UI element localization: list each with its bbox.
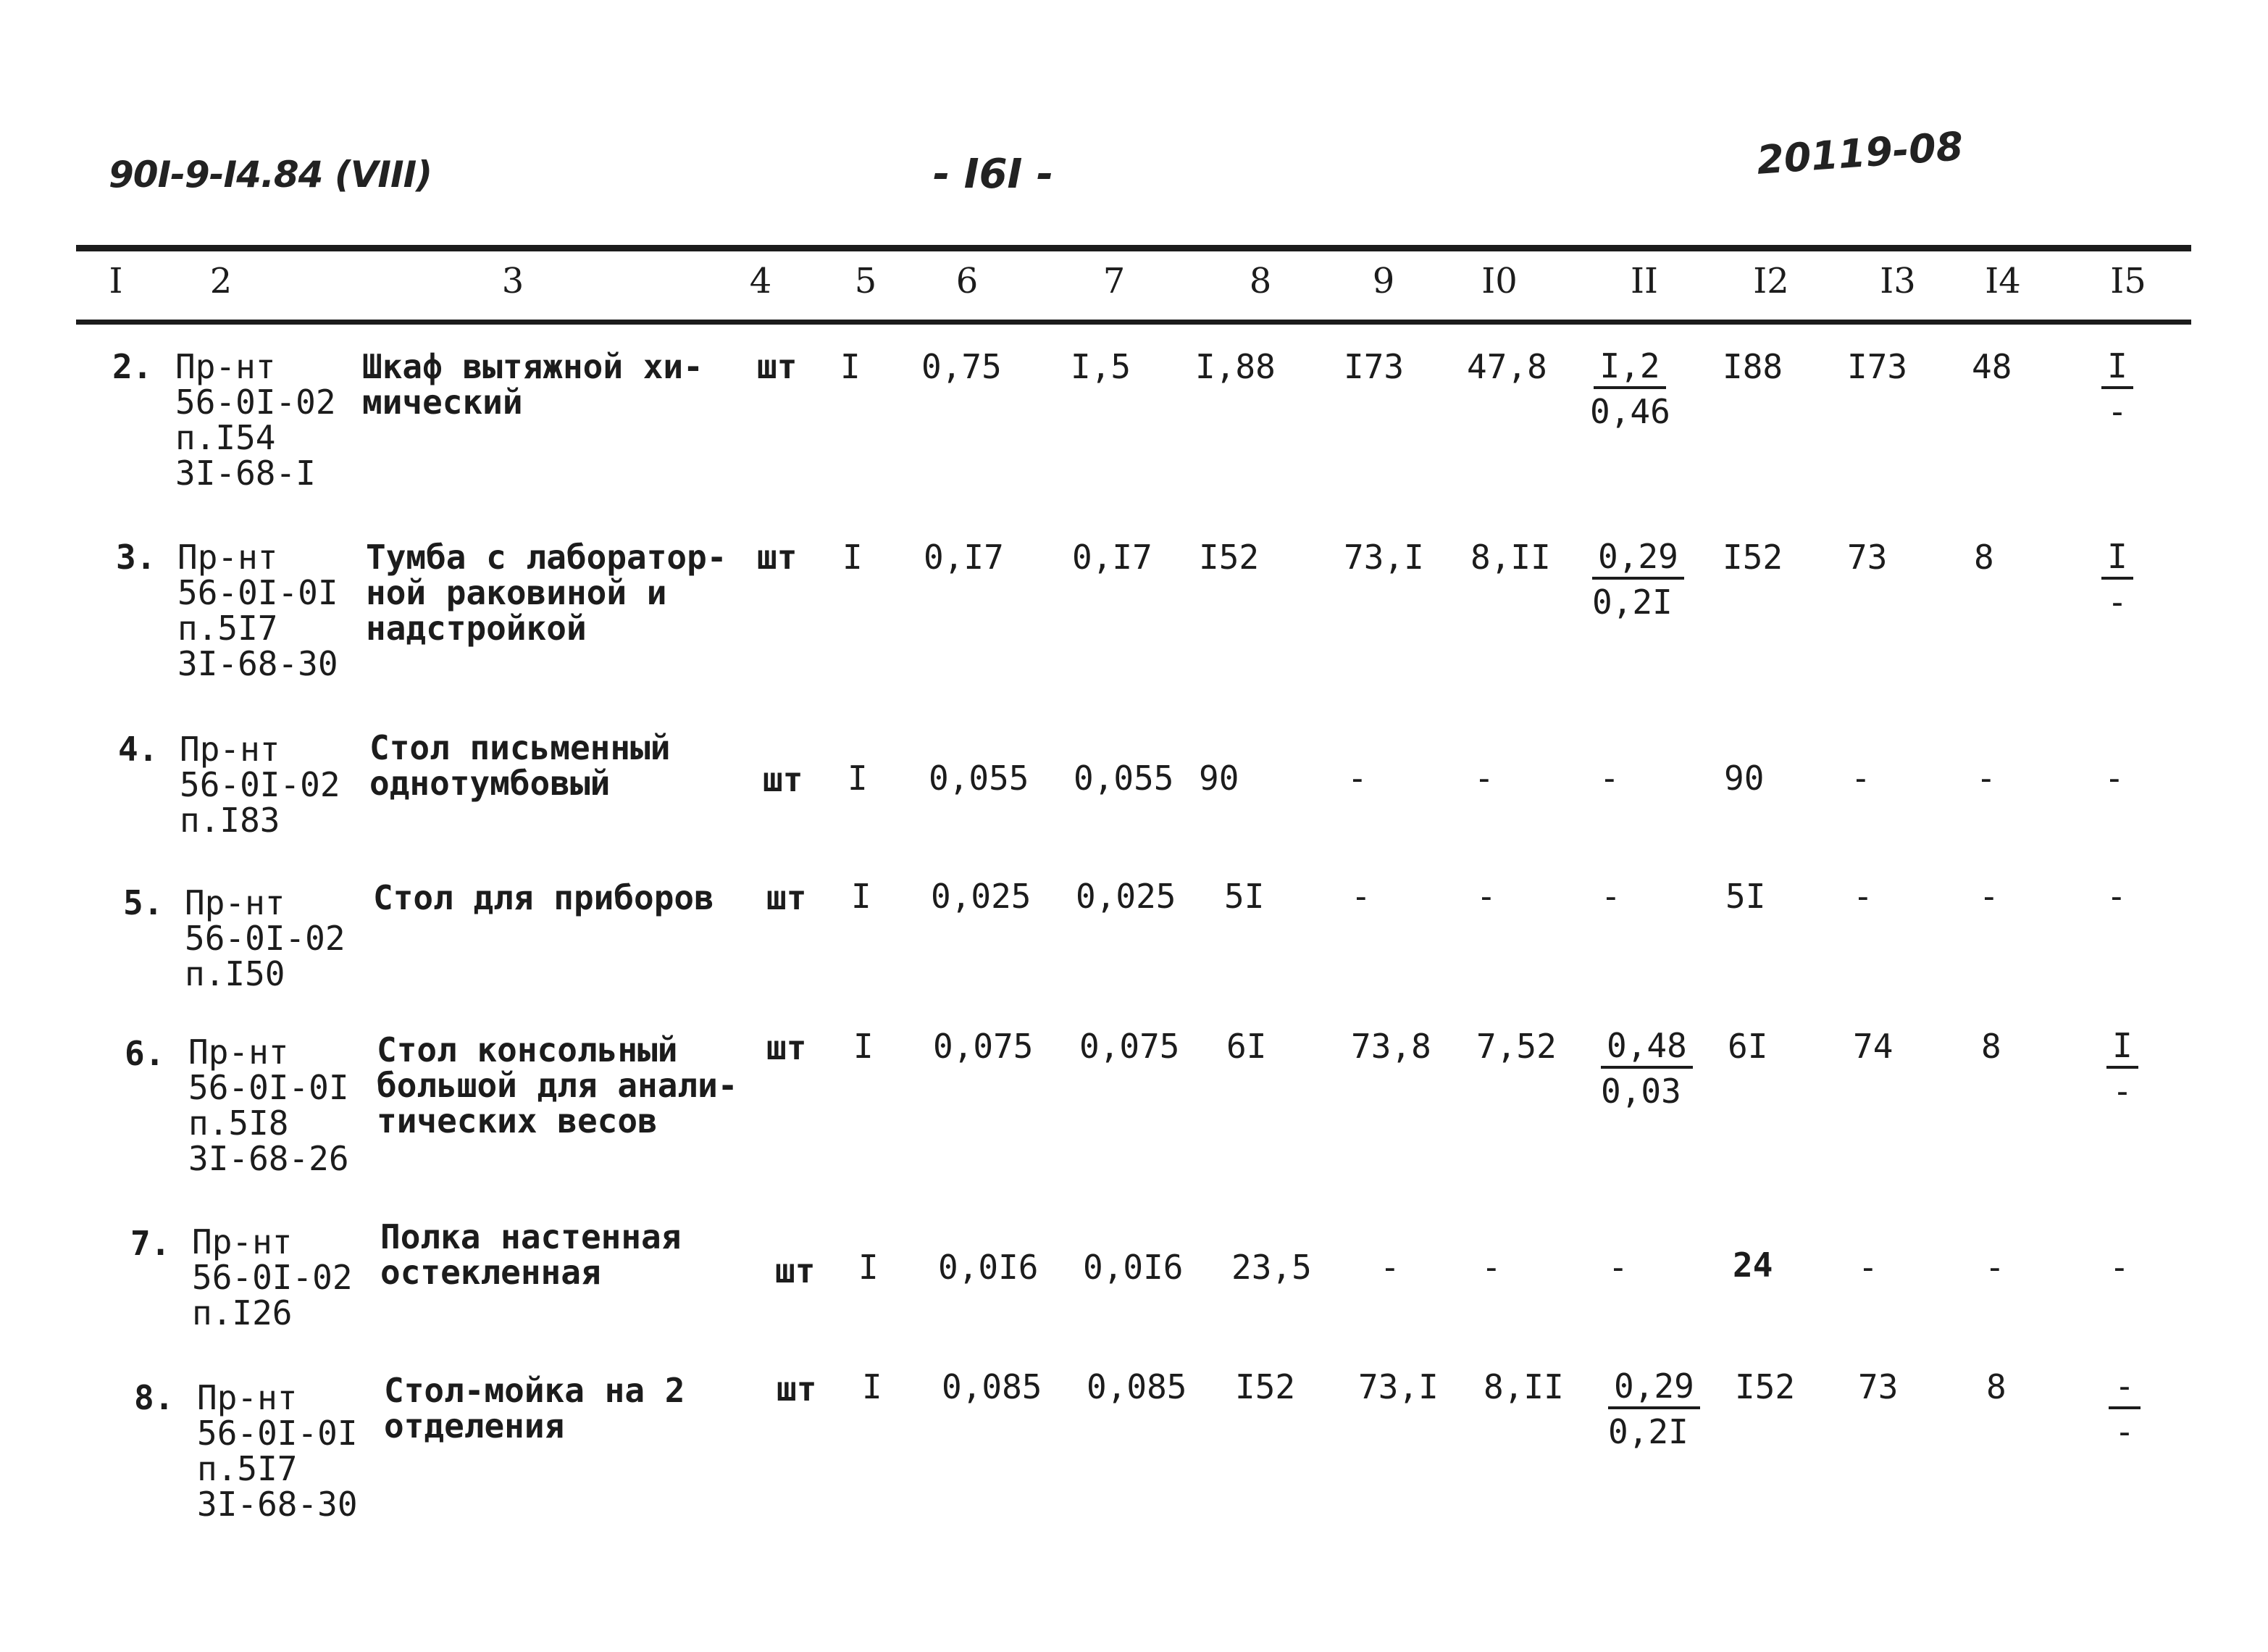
row-col8: 5I [1224, 877, 1265, 916]
row-col6: 0,75 [921, 347, 1002, 386]
column-header: I [109, 261, 123, 301]
row-col10: 7,52 [1476, 1027, 1557, 1066]
row-col6: 0,085 [942, 1367, 1042, 1406]
row-number: 3. [116, 538, 156, 577]
column-header: 2 [209, 261, 233, 301]
row-col13: 74 [1853, 1027, 1894, 1066]
row-col8: I52 [1199, 538, 1260, 577]
row-number: 2. [112, 347, 153, 386]
column-header: 7 [1102, 261, 1126, 301]
row-reference: Пр-нт 56-0I-02 п.I26 [192, 1222, 353, 1332]
row-col11: - [1601, 877, 1621, 916]
row-reference: Пр-нт 56-0I-0I п.5I7 3I-68-30 [177, 538, 338, 683]
row-col11: - [1608, 1248, 1628, 1287]
row-number: 5. [123, 883, 164, 922]
row-col12: 6I [1728, 1027, 1768, 1066]
row-col14: 48 [1972, 347, 2012, 386]
column-header: I4 [1985, 261, 2021, 301]
row-col12: I52 [1735, 1367, 1796, 1406]
column-header: 6 [955, 261, 979, 301]
table-header-rule [76, 320, 2191, 325]
row-col11-fraction: $\frac{0,29}{0,2I}$ [1608, 1361, 1688, 1452]
row-col7: I,5 [1071, 347, 1131, 386]
row-reference: Пр-нт 56-0I-0I п.5I8 3I-68-26 [188, 1032, 349, 1178]
row-col9: 73,I [1358, 1367, 1439, 1406]
row-col10: 8,II [1484, 1367, 1564, 1406]
row-col7: 0,075 [1079, 1027, 1180, 1066]
row-name: Стол для приборов [373, 878, 714, 917]
row-col11: - [1599, 759, 1620, 798]
row-col10: - [1481, 1248, 1502, 1287]
row-col6: 0,075 [933, 1027, 1034, 1066]
column-header: I3 [1880, 261, 1916, 301]
row-unit: шт [766, 1028, 807, 1067]
row-col8: 23,5 [1231, 1248, 1312, 1287]
row-qty: I [840, 347, 861, 386]
row-col7: 0,0I6 [1083, 1248, 1184, 1287]
row-col13: 73 [1858, 1367, 1899, 1406]
row-reference: Пр-нт 56-0I-02 п.I83 [180, 730, 340, 840]
row-col9: - [1351, 877, 1371, 916]
row-col11-fraction: $\frac{I,2}{0,46}$ [1590, 346, 1670, 431]
row-qty: I [858, 1248, 879, 1287]
row-qty: I [853, 1027, 874, 1066]
row-col9: 73,I [1344, 538, 1424, 577]
row-col15-fraction: - - [2085, 1361, 2164, 1452]
row-col10: - [1474, 759, 1494, 798]
row-col6: 0,0I6 [938, 1248, 1039, 1287]
column-header: I0 [1481, 261, 1518, 301]
row-col7: 0,025 [1076, 877, 1176, 916]
row-unit: шт [757, 538, 798, 577]
column-header: I2 [1753, 261, 1789, 301]
row-col15: - [2109, 1248, 2130, 1287]
row-number: 8. [134, 1378, 175, 1417]
row-col14: - [1976, 759, 1996, 798]
row-unit: шт [775, 1251, 816, 1290]
row-col14: 8 [1974, 538, 1994, 577]
row-col12: 24 [1733, 1246, 1773, 1285]
row-col15-fraction: I - [2083, 1020, 2162, 1111]
row-col9: - [1347, 759, 1368, 798]
column-header: 4 [749, 261, 772, 301]
row-col6: 0,I7 [924, 538, 1004, 577]
row-name: Стол консольный большой для анали- тических весов [377, 1030, 738, 1140]
table-top-rule [76, 245, 2191, 251]
row-reference: Пр-нт 56-0I-02 п.I50 [185, 883, 346, 993]
row-qty: I [851, 877, 871, 916]
column-header: II [1631, 261, 1658, 301]
row-reference: Пр-нт 56-0I-02 п.I54 3I-68-I [175, 347, 336, 493]
row-col14: 8 [1986, 1367, 2007, 1406]
row-col13: 73 [1847, 538, 1888, 577]
row-number: 4. [118, 730, 159, 769]
row-col7: 0,055 [1074, 759, 1174, 798]
column-header: I5 [2110, 261, 2146, 301]
row-qty: I [862, 1367, 882, 1406]
document-code: 90I-9-I4.84 (VIII) [109, 154, 432, 196]
row-col8: I52 [1235, 1367, 1296, 1406]
archive-number: 20119-08 [1755, 123, 1965, 183]
row-col10: 47,8 [1467, 347, 1547, 386]
row-reference: Пр-нт 56-0I-0I п.5I7 3I-68-30 [197, 1378, 358, 1524]
row-col6: 0,025 [931, 877, 1032, 916]
row-col7: 0,I7 [1072, 538, 1152, 577]
row-col12: I88 [1723, 347, 1783, 386]
column-header: 3 [501, 261, 524, 301]
row-col14: - [1979, 877, 1999, 916]
row-col13: - [1858, 1248, 1878, 1287]
row-name: Полка настенная остекленная [380, 1217, 682, 1292]
row-unit: шт [766, 878, 807, 917]
row-number: 6. [125, 1034, 165, 1073]
row-col14: 8 [1981, 1027, 2001, 1066]
row-col15-fraction: I - [2077, 341, 2157, 432]
row-col12: I52 [1723, 538, 1783, 577]
row-col11-fraction: $\frac{0,29}{0,2I}$ [1592, 531, 1672, 622]
row-col15: - [2106, 877, 2127, 916]
row-col12: 90 [1724, 759, 1765, 798]
row-name: Стол-мойка на 2 отделения [384, 1371, 685, 1446]
row-col9: I73 [1344, 347, 1405, 386]
row-col10: - [1476, 877, 1497, 916]
row-col8: 6I [1226, 1027, 1267, 1066]
row-col10: 8,II [1470, 538, 1551, 577]
row-col8: I,88 [1195, 347, 1276, 386]
column-header: 9 [1372, 261, 1395, 301]
row-col11-fraction: $\frac{0,48}{0,03}$ [1601, 1020, 1681, 1111]
page-number: - I6I - [933, 151, 1054, 198]
row-col13: I73 [1847, 347, 1908, 386]
row-qty: I [842, 538, 863, 577]
column-header: 8 [1249, 261, 1272, 301]
row-col14: - [1985, 1248, 2005, 1287]
row-name: Тумба с лаборатор- ной раковиной и надстройкой [366, 538, 727, 648]
row-col9: - [1380, 1248, 1400, 1287]
row-col13: - [1851, 759, 1871, 798]
row-name: Шкаф вытяжной хи- мический [362, 347, 703, 422]
row-col7: 0,085 [1087, 1367, 1187, 1406]
row-unit: шт [763, 760, 803, 799]
row-col9: 73,8 [1351, 1027, 1431, 1066]
column-header: 5 [854, 261, 877, 301]
row-col12: 5I [1725, 877, 1766, 916]
row-qty: I [848, 759, 868, 798]
row-number: 7. [130, 1224, 171, 1263]
row-col8: 90 [1199, 759, 1239, 798]
row-col15: - [2104, 759, 2125, 798]
row-col13: - [1853, 877, 1873, 916]
row-col15-fraction: I - [2077, 531, 2157, 622]
row-unit: шт [777, 1369, 817, 1409]
row-unit: шт [757, 347, 798, 386]
row-col6: 0,055 [929, 759, 1029, 798]
row-name: Стол письменный однотумбовый [369, 728, 671, 803]
